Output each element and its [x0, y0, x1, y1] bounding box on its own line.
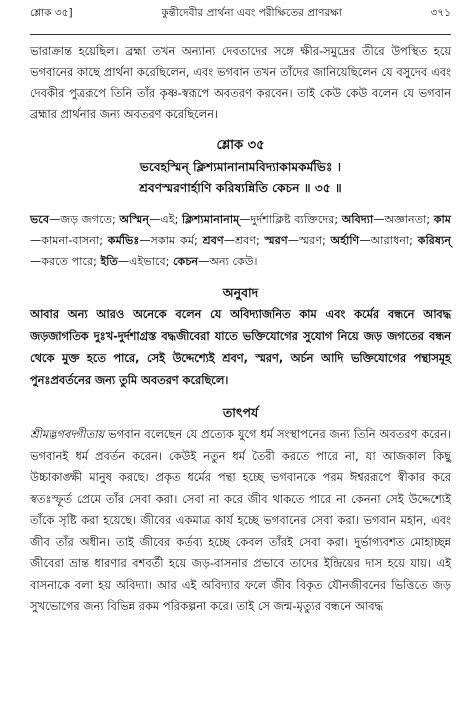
synonym-item: শ্রবণ—শ্রবণ;: [202, 234, 260, 247]
synonym-item: অর্হাণি—আরাধনা;: [330, 234, 413, 247]
verse-title: শ্লোক ৩৫: [216, 138, 265, 153]
purport-section: [30, 424, 451, 618]
synonym-item: ভবে—জড় জগতে;: [30, 213, 116, 226]
verse-line-2: শ্রবণস্মরণার্হাণি করিষ্যন্নিতি কেচন ॥ ৩৫ ॥: [139, 181, 342, 195]
synonym-item: অস্মিন্—এই;: [119, 213, 179, 226]
translation-paragraph: আবার অন্য আরও অনেকে বলেন যে অবিদ্যাজনিত কাম এবং কর্মের বন্ধনে আবদ্ধ জড়জাগতিক দুঃখ-দুর্দশাগ্রস্ত বদ্ধজীবেরা যাতে ভক্তিযোগের সুযোগ নিয়ে জড় জগতের বন্ধন থেকে মুক্ত হতে পারে, সেই উদ্দেশ্যেই শ্রবণ, স্মরণ, অর্চন আদি ভক্তিযোগের পন্থাসমূহ পুনঃপ্রবর্তনের জন্য তুমি অবতরণ করেছিলে।: [30, 308, 451, 387]
intro-paragraph: ভারাক্রান্ত হয়েছিল। ব্রহ্মা তখন অন্যান্য দেবতাদের সঙ্গে ক্ষীর-সমুদ্রের তীরে উপস্থিত হয়ে ভগবানের কাছে প্রার্থনা করেছিলেন, এবং ভগবান তখন তাঁদের জানিয়েছিলেন যে বসুদেব এবং দেবকীর পুত্ররূপে তিনি তাঁর কৃষ্ণ-স্বরূপে অবতরণ করবেন। তাই কেউ কেউ বলেন যে ভগবান ব্রহ্মার প্রার্থনার জন্য অবতরণ করেছিলেন।: [30, 44, 451, 121]
synonym-item: কর্মভিঃ—সকাম কর্ম;: [107, 234, 198, 247]
synonym-item: ক্লিশ্যমানানাম্—দুর্দশাক্লিষ্ট ব্যক্তিদের;: [181, 213, 339, 226]
purport-paragraph: [30, 424, 451, 618]
synonym-item: অবিদ্যা—অজ্ঞানতা;: [341, 213, 431, 226]
synonym-item: ইতি—এইভাবে;: [100, 255, 170, 268]
verse-line-1: ভবেহস্মিন্‌ ক্লিশ্যমানানামবিদ্যাকামকর্মভিঃ ।: [139, 160, 342, 174]
synonym-item: কাম—কামনা-বাসনা;: [30, 213, 451, 247]
synonym-item: স্মরণ—স্মরণ;: [264, 234, 326, 247]
purport-heading: তাৎপর্য: [222, 405, 259, 420]
purport-lead-title: শ্রীমদ্ভগবদ্গীতায়: [30, 427, 105, 441]
synonym-item: করিষ্যন্—করতে পারে;: [30, 234, 452, 268]
translation-heading: অনুবাদ: [222, 285, 259, 300]
header-verse-ref: শ্লোক ৩৫]: [30, 7, 73, 19]
running-header: [30, 0, 451, 35]
header-chapter-title: কুন্তীদেবীর প্রার্থনা এবং পরীক্ষিতের প্রাণরক্ষা: [161, 7, 342, 19]
synonym-item: কেচন—অন্য কেউ।: [173, 255, 258, 268]
synonyms-block: [30, 209, 451, 272]
purport-text: ভগবান বলেছেন যে প্রত্যেক যুগে ধর্ম সংস্থাপনের জন্য তিনি অবতরণ করেন। ভগবানই ধর্ম প্রবর্তন করেন। কেউই নতুন ধর্ম তৈরী করতে পারে না, যা আজকাল কিছু উচ্চাকাঙ্ক্ষী মানুষ করছে। প্রকৃত ধর্মের পন্থা হচ্ছে ভগবানকে পরম ঈশ্বররূপে স্বীকার করে স্বতঃস্ফূর্ত প্রেমে তাঁর সেবা করা। সেবা না করে জীব থাকতে পারে না কেননা সেই উদ্দেশ্যেই তাঁকে সৃষ্টি করা হয়েছে। জীবের একমাত্র কার্য হচ্ছে ভগবানের সেবা করা। ভগবান মহান, এবং জীব তাঁর অধীন। তাই জীবের কর্তব্য হচ্ছে কেবল তাঁরই সেবা করা। দুর্ভাগ্যবশত মোহাচ্ছন্ন জীবেরা ভ্রান্ত ধারণার বশবর্তী হয়ে জড়-বাসনার প্রভাবে তাদের ইন্দ্রিয়ের দাস হয়ে যায়। এই বাসনাকে বলা হয় অবিদ্যা। আর এই অবিদ্যার ফলে জীব বিকৃত যৌনজীবনের ভিত্তিতে জড় সুখভোগের জন্য বিভিন্ন রকম পরিকল্পনা করে। তাই সে জন্ম-মৃত্যুর বন্ধনে আবদ্ধ: [30, 427, 451, 613]
page-number: ৩৭১: [430, 7, 451, 19]
